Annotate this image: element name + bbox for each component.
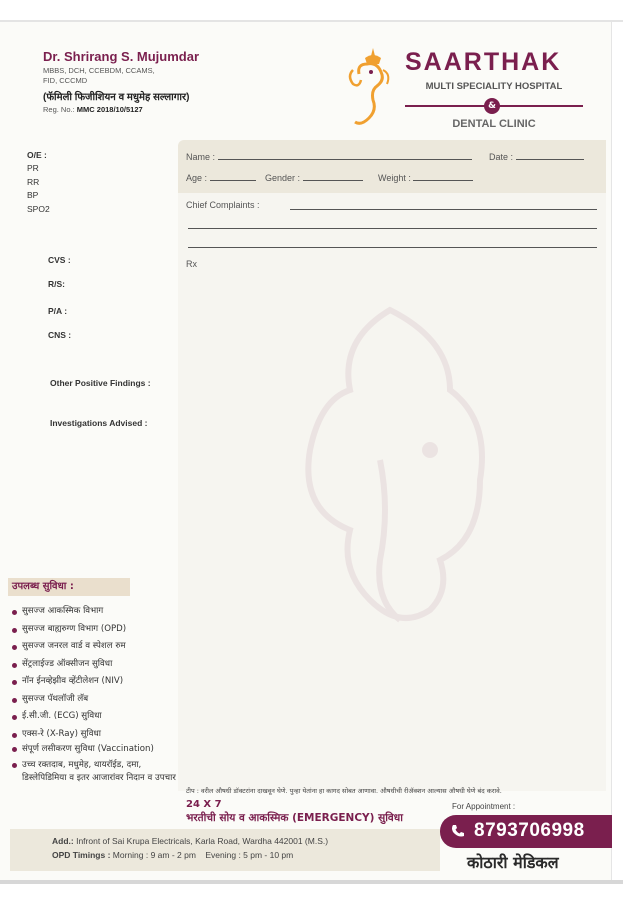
spo2-label: SPO2 — [27, 204, 50, 214]
chief-complaints-line-3[interactable] — [188, 247, 597, 248]
hospital-subtitle: MULTI SPECIALITY HOSPITAL — [425, 81, 563, 92]
ganesha-watermark-icon — [280, 300, 500, 640]
gender-field[interactable] — [265, 171, 363, 183]
rx-symbol: Rx — [186, 259, 197, 269]
facility-item: सुसज्ज बाह्यरुग्ण विभाग (OPD) — [12, 621, 177, 639]
cns-label: CNS : — [48, 330, 72, 340]
reg-label: Reg. No.: — [43, 105, 75, 114]
rr-label: RR — [27, 177, 40, 187]
chief-complaints-line-2[interactable] — [188, 228, 597, 229]
emergency-24x7: 24 X 7 — [186, 799, 222, 810]
pr-label: PR — [27, 163, 39, 173]
doctor-registration — [43, 105, 143, 114]
pa-label: P/A : — [48, 306, 68, 316]
facility-item: ई.सी.जी. (ECG) सुविधा — [12, 708, 177, 726]
pharmacy-name: कोठारी मेडिकल — [467, 853, 559, 872]
address-text: Infront of Sai Krupa Electricals, Karla Road, Wardha 442001 (M.S.) — [76, 836, 329, 846]
facilities-title: उपलब्ध सुविधा : — [8, 578, 130, 596]
name-field[interactable] — [186, 150, 472, 162]
emergency-text: भरतीची सोय व आकस्मिक (EMERGENCY) सुविधा — [186, 812, 403, 824]
facility-item: संपूर्ण लसीकरण सुविधा (Vaccination) — [12, 743, 177, 756]
opd-label: OPD Timings : — [52, 850, 111, 860]
bp-label: BP — [27, 190, 39, 200]
age-label: Age : — [186, 173, 208, 183]
name-blank[interactable] — [218, 150, 472, 160]
facility-item: सुसज्ज जनरल वार्ड व स्पेशल रुम — [12, 638, 177, 656]
weight-field[interactable] — [378, 171, 473, 183]
opd-text: Morning : 9 am - 2 pm Evening : 5 pm - 10 pm — [112, 850, 294, 860]
age-field[interactable] — [186, 171, 256, 183]
reg-value: MMC 2018/10/5127 — [76, 105, 143, 114]
doctor-qualification-2: FID, CCCMD — [43, 76, 88, 85]
hospital-name: SAARTHAK — [405, 48, 562, 76]
gender-label: Gender : — [265, 173, 301, 183]
chief-complaints-label: Chief Complaints : — [186, 200, 260, 210]
date-field[interactable] — [489, 150, 584, 162]
facilities-list — [12, 603, 177, 788]
weight-label: Weight : — [378, 173, 411, 183]
oe-label: O/E : — [27, 150, 47, 160]
phone-number: 8793706998 — [474, 820, 585, 841]
facility-item: सेंट्रलाईज्ड ऑक्सीजन सुविधा — [12, 656, 177, 674]
patient-info-box — [178, 140, 606, 193]
facility-item: उच्च रक्तदाब, मधुमेह, थायरॉईड, दमा, डिस्लेपिडिमिया व इतर आजारांवर निदान व उपचार — [12, 759, 177, 785]
chief-complaints-line-1[interactable] — [290, 209, 597, 210]
facility-item: सुसज्ज पॅथलॉजी लॅब — [12, 691, 177, 709]
date-label: Date : — [489, 152, 514, 162]
doctor-name: Dr. Shrirang S. Mujumdar — [43, 49, 200, 64]
other-findings-label: Other Positive Findings : — [50, 378, 151, 388]
bottom-border — [0, 880, 623, 884]
tip-note: टीप : वरील औषधी डॉक्टरांना दाखवून घेणे. पुन्हा येतांना हा कागद सोबत आणावा. औषधीची रीॲक्शन आल्यास औषधी घेणे बंद करावे. — [186, 787, 502, 795]
ampersand-badge: & — [484, 98, 500, 114]
address — [52, 836, 328, 846]
facility-item: सुसज्ज आकस्मिक विभाग — [12, 603, 177, 621]
phone-icon — [450, 823, 466, 839]
age-blank[interactable] — [210, 171, 256, 181]
investigations-label: Investigations Advised : — [50, 418, 148, 428]
weight-blank[interactable] — [413, 171, 473, 181]
gender-blank[interactable] — [303, 171, 363, 181]
facility-item: एक्स-रे (X-Ray) सुविधा — [12, 726, 177, 744]
doctor-qualification-1: MBBS, DCH, CCEBDM, CCAMS, — [43, 66, 155, 75]
rs-label: R/S: — [48, 279, 65, 289]
name-label: Name : — [186, 152, 216, 162]
doctor-role: (फॅमिली फिजीशियन व मधुमेह सल्लागार) — [43, 92, 190, 103]
opd-timings — [52, 850, 293, 860]
phone-badge[interactable] — [440, 815, 612, 848]
address-label: Add.: — [52, 836, 74, 846]
facility-item: नॉन ईनव्हेझीव व्हेंटीलेशन (NIV) — [12, 673, 177, 691]
date-blank[interactable] — [516, 150, 584, 160]
cvs-label: CVS : — [48, 255, 71, 265]
dental-clinic-label: DENTAL CLINIC — [452, 118, 536, 130]
ganesha-logo-icon — [347, 44, 397, 130]
appointment-label: For Appointment : — [452, 802, 516, 811]
